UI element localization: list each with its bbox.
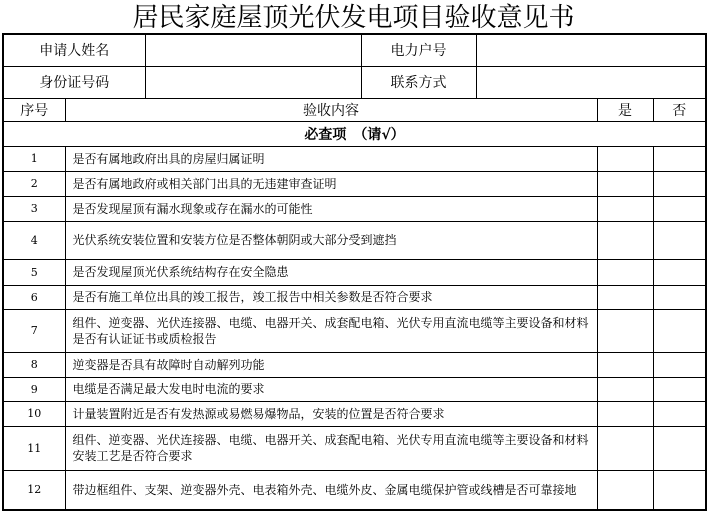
no-checkbox-cell[interactable] [653, 146, 706, 171]
item-number: 10 [3, 401, 65, 426]
no-checkbox-cell[interactable] [653, 377, 706, 401]
power-account-label: 电力户号 [361, 34, 476, 66]
item-text: 光伏系统安装位置和安装方位是否整体朝阴或大部分受到遮挡 [65, 221, 597, 259]
yes-checkbox-cell[interactable] [597, 146, 653, 171]
yes-checkbox-cell[interactable] [597, 426, 653, 470]
no-checkbox-cell[interactable] [653, 221, 706, 259]
yes-checkbox-cell[interactable] [597, 470, 653, 510]
item-text: 是否有属地政府出具的房屋归属证明 [65, 146, 597, 171]
checklist-row [3, 426, 706, 470]
no-checkbox-cell[interactable] [653, 259, 706, 285]
checklist-row [3, 146, 706, 171]
item-text: 计量装置附近是否有发热源或易燃易爆物品，安装的位置是否符合要求 [65, 401, 597, 426]
section-title: 必查项 （请√） [3, 121, 706, 146]
checklist-row [3, 171, 706, 196]
document-title: 居民家庭屋顶光伏发电项目验收意见书 [132, 3, 575, 33]
yes-checkbox-cell[interactable] [597, 196, 653, 221]
item-number: 5 [3, 259, 65, 285]
checklist-row [3, 470, 706, 510]
item-number: 4 [3, 221, 65, 259]
yes-checkbox-cell[interactable] [597, 171, 653, 196]
item-text: 组件、逆变器、光伏连接器、电缆、电器开关、成套配电箱、光伏专用直流电缆等主要设备和材料安装工艺是否符合要求 [65, 426, 597, 470]
item-number: 1 [3, 146, 65, 171]
item-text: 是否有属地政府或相关部门出具的无违建审查证明 [65, 171, 597, 196]
item-text: 是否有施工单位出具的竣工报告，竣工报告中相关参数是否符合要求 [65, 285, 597, 309]
applicant-name-label: 申请人姓名 [3, 34, 145, 66]
item-text: 带边框组件、支架、逆变器外壳、电表箱外壳、电缆外皮、金属电缆保护管或线槽是否可靠接地 [65, 470, 597, 510]
contact-label: 联系方式 [361, 66, 476, 98]
item-number: 8 [3, 352, 65, 377]
checklist-row [3, 352, 706, 377]
item-number: 2 [3, 171, 65, 196]
seq-header: 序号 [3, 98, 65, 121]
checklist-row [3, 285, 706, 309]
checklist-row [3, 259, 706, 285]
item-text: 是否发现屋顶有漏水现象或存在漏水的可能性 [65, 196, 597, 221]
item-number: 9 [3, 377, 65, 401]
checklist-row [3, 377, 706, 401]
id-number-label: 身份证号码 [3, 66, 145, 98]
yes-checkbox-cell[interactable] [597, 352, 653, 377]
no-checkbox-cell[interactable] [653, 309, 706, 352]
yes-checkbox-cell[interactable] [597, 285, 653, 309]
no-checkbox-cell[interactable] [653, 426, 706, 470]
id-number-field[interactable] [145, 66, 361, 98]
yes-header: 是 [597, 98, 653, 121]
checklist-row [3, 221, 706, 259]
item-text: 电缆是否满足最大发电时电流的要求 [65, 377, 597, 401]
checklist-row [3, 309, 706, 352]
item-text: 组件、逆变器、光伏连接器、电缆、电器开关、成套配电箱、光伏专用直流电缆等主要设备和材料是否有认证证书或质检报告 [65, 309, 597, 352]
item-number: 11 [3, 426, 65, 470]
item-number: 12 [3, 470, 65, 510]
no-checkbox-cell[interactable] [653, 196, 706, 221]
yes-checkbox-cell[interactable] [597, 401, 653, 426]
applicant-name-field[interactable] [145, 34, 361, 66]
item-number: 7 [3, 309, 65, 352]
yes-checkbox-cell[interactable] [597, 377, 653, 401]
item-text: 是否发现屋顶光伏系统结构存在安全隐患 [65, 259, 597, 285]
no-checkbox-cell[interactable] [653, 470, 706, 510]
yes-checkbox-cell[interactable] [597, 309, 653, 352]
checklist-row [3, 401, 706, 426]
item-text: 逆变器是否具有故障时自动解列功能 [65, 352, 597, 377]
contact-field[interactable] [476, 66, 706, 98]
yes-checkbox-cell[interactable] [597, 259, 653, 285]
acceptance-form-table [2, 33, 707, 511]
yes-checkbox-cell[interactable] [597, 221, 653, 259]
content-header: 验收内容 [65, 98, 597, 121]
checklist-row [3, 196, 706, 221]
no-checkbox-cell[interactable] [653, 401, 706, 426]
power-account-field[interactable] [476, 34, 706, 66]
no-checkbox-cell[interactable] [653, 352, 706, 377]
item-number: 3 [3, 196, 65, 221]
no-checkbox-cell[interactable] [653, 285, 706, 309]
no-checkbox-cell[interactable] [653, 171, 706, 196]
item-number: 6 [3, 285, 65, 309]
no-header: 否 [653, 98, 706, 121]
